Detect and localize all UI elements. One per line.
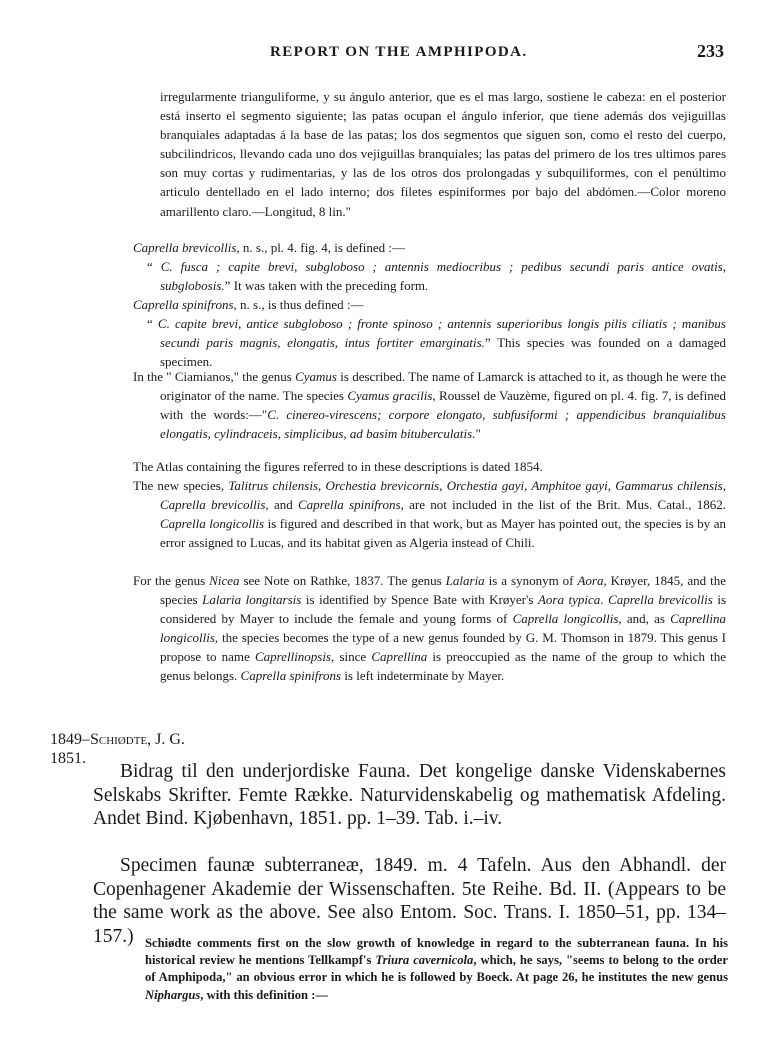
page-number: 233 (697, 41, 724, 61)
entry-reference-2: Specimen faunæ subterraneæ, 1849. m. 4 Tafeln. Aus den Abhandl. der Copenhagener Akademie der Wissenschaften. 5te Reihe. Bd. II. (Appears to be the same work as the above. See also Entom. Soc. Trans. I. 1850–51, pp. 134–157.) (93, 855, 726, 947)
genus-name: Cyamus (295, 369, 337, 384)
paragraph-text: , since (331, 649, 372, 665)
nicea-paragraph (133, 571, 726, 686)
species-name: Cyamus gracilis (347, 388, 433, 404)
spanish-quote-paragraph: irregularmente trianguliforme, y su ángulo anterior, que es el mas largo, sostiene le cabeza: en el posterior está inserto el segmento siguiente; las patas ocupan el ángulo inferior, que tiene además dos vejiguillas branquiales adaptadas á la base de las patas; los dos segmentos que siguen son, como el resto del cuerpo, subcilindricos, llevando cada uno dos vejiguillas branquiales; las patas del primero de los tres ultimos pares son muy cortas y rudimentarias, y las de los otros dos prolongadas y subquiliformes, con el penúltimo articulo dentellado en el lado interno; dos filetes espiniformes por bajo del abdómen.—Color moreno amarillento claro.—Longitud, 8 lin." (160, 89, 726, 219)
entry-author: Schiødte (90, 731, 148, 748)
paragraph-text: The new species, (133, 478, 229, 493)
page-header (0, 38, 776, 68)
paragraph-text: , with this definition :— (200, 987, 328, 1002)
paragraph-text: is left indeterminate by Mayer. (341, 668, 505, 684)
species-name: Aora typica (537, 592, 601, 608)
genus-name: Nicea (209, 573, 240, 588)
ciamianos-paragraph (133, 367, 726, 443)
paragraph-text: is figured and described in that work, but as Mayer has pointed out, the species is by an error assigned to Lucas, and its habitat given as Algeria instead of Chili. (160, 516, 726, 551)
paragraph-text: In the " Ciamianos," the genus (133, 369, 296, 384)
genus-name: Lalaria (445, 573, 485, 588)
species-name: Caprella brevicollis (608, 592, 713, 608)
paragraph-text: It was taken with the preceding form. (233, 278, 429, 294)
paragraph-text: , n. s., pl. 4. fig. 4, is defined :— (236, 240, 406, 255)
paragraph-text: This species was founded on a damaged specimen. (160, 335, 726, 370)
paragraph-text: , Krøyer, 1845, and the species (160, 573, 726, 608)
entry-author-initials: , J. G. (147, 731, 185, 748)
genus-name: Caprellina (371, 649, 428, 665)
caprella-spinifrons-paragraph (133, 295, 726, 314)
species-name: Caprella longicollis (160, 516, 265, 532)
paragraph-text: , the species becomes the type of a new genus founded by G. M. Thomson in 1879. This genus I propose to name (160, 630, 726, 665)
entry-reference-1: Bidrag til den underjordiske Fauna. Det kongelige danske Videnskabernes Selskabs Skrifter. Femte Række. Naturvidenskabelig og mathematisk Afdeling. Andet Bind. Kjøbenhavn, 1851. pp. 1–39. Tab. i.–iv. (93, 761, 726, 829)
paragraph-text: see Note on Rathke, 1837. The genus (239, 573, 446, 588)
paragraph-text: . (600, 592, 609, 608)
caprella-brevicollis-definition: “ C. fusca ; capite brevi, subgloboso ; antennis mediocribus ; pedibus secundi paris antice ovatis, subglobosis.” It was taken with the preceding form. (147, 259, 726, 294)
new-species-paragraph (133, 476, 726, 552)
species-name: Lalaria longitarsis (202, 592, 302, 608)
running-title: REPORT ON THE AMPHIPODA. (270, 44, 528, 60)
paragraph-text: , n. s., is thus defined :— (233, 297, 364, 312)
paragraph-text: and (268, 497, 298, 513)
entry-heading (50, 731, 185, 749)
species-name: Triura cavernicola (375, 953, 474, 968)
paragraph-text: is described. The name of Lamarck is attached to it, as though he were the originator of the name. The species (160, 369, 727, 404)
genus-name: Aora (577, 573, 604, 588)
paragraph-text: , Roussel de Vauzème, figured on pl. 4. fig. 7, is defined with the words:—" (160, 388, 726, 423)
species-name: Caprella brevicollis (133, 240, 237, 255)
latin-definition: C. fusca ; capite brevi, subgloboso ; antennis mediocribus ; pedibus secundi paris antice ovatis, subglobosis. (160, 259, 726, 294)
species-name: Caprella longicollis (512, 611, 619, 627)
species-name: Caprella spinifrons (133, 297, 234, 312)
entry-year-start: 1849– (50, 731, 90, 748)
atlas-paragraph (133, 457, 726, 476)
paragraph-text: , which, he says, "seems to belong to the order of Amphipoda," an obvious error in which he is followed by Boeck. At page 26, he institutes the new genus (145, 953, 728, 985)
genus-name: Niphargus (145, 987, 201, 1002)
paragraph-text: " (475, 426, 481, 442)
paragraph-text: is identified by Spence Bate with Krøyer's (301, 592, 538, 608)
paragraph-text: The Atlas containing the figures referred to in these descriptions is dated 1854. (133, 459, 543, 474)
entry-year-end: 1851. (50, 750, 86, 767)
paragraph-text: For the genus (133, 573, 210, 588)
species-name: Caprellina longicollis (160, 611, 726, 646)
paragraph-text: is preoccupied as the name of the group to which the genus belongs. (160, 649, 726, 684)
latin-definition: C. capite brevi, antice subgloboso ; fronte spinoso ; antennis superioribus longis pilis ciliatis ; manibus secundi paris magnis, elongatis, intus fortiter emarginatis. (157, 316, 726, 351)
paragraph-text: , and, as (618, 611, 671, 627)
genus-name: Caprellinopsis (254, 649, 332, 665)
caprella-brevicollis-paragraph (133, 238, 726, 257)
paragraph-text: , are not included in the list of the Brit. Mus. Catal., 1862. (400, 497, 726, 513)
caprella-spinifrons-definition: “ C. capite brevi, antice subgloboso ; fronte spinoso ; antennis superioribus longis pilis ciliatis ; manibus secundi paris magnis, elongatis, intus fortiter emarginatis.” This species was founded on a damaged specimen. (147, 316, 726, 370)
species-name: Caprella spinifrons (298, 497, 401, 513)
species-list: Talitrus chilensis, Orchestia brevicornis, Orchestia gayi, Amphitoe gayi, Gammarus chilensis, Caprella brevicollis, (160, 478, 726, 513)
paragraph-text: is considered by Mayer to include the female and young forms of (160, 592, 727, 627)
species-name: Caprella spinifrons (240, 668, 342, 684)
paragraph-text: Schiødte comments first on the slow growth of knowledge in regard to the subterranean fauna. In his historical review he mentions Tellkampf's (145, 936, 728, 968)
entry-commentary (145, 935, 728, 1004)
latin-definition: C. cinereo-virescens; corpore elongato, subfusiformi ; appendicibus branquialibus elongatis, cylindraceis, simplicibus, ad basim bituberculatis. (160, 407, 726, 442)
paragraph-text: is a synonym of (484, 573, 578, 588)
